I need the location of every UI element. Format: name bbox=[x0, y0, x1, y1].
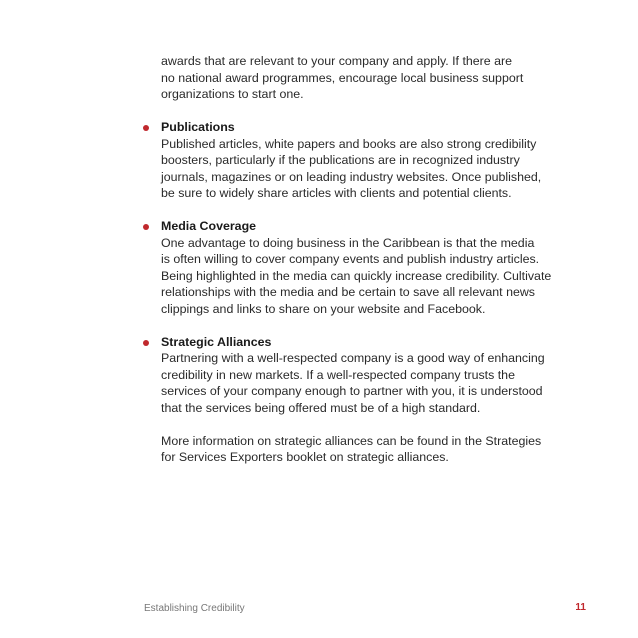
text-line: that the services being offered must be of a high standard. bbox=[161, 400, 481, 415]
text-line: clippings and links to share on your website and Facebook. bbox=[161, 301, 486, 316]
text-line: for Services Exporters booklet on strategic alliances. bbox=[161, 450, 449, 464]
text-line: credibility in new markets. If a well-respected company trusts the bbox=[161, 367, 515, 382]
text-line: no national award programmes, encourage local business support bbox=[161, 70, 524, 85]
page-number: 11 bbox=[575, 602, 586, 613]
section-publications bbox=[140, 119, 610, 202]
text-line: Published articles, white papers and books are also strong credibility bbox=[161, 136, 537, 151]
text-line: journals, magazines or on leading industry websites. Once published, bbox=[161, 169, 542, 184]
text-line: boosters, particularly if the publications are in recognized industry bbox=[161, 153, 520, 167]
footer-title: Establishing Credibility bbox=[144, 603, 245, 614]
text-line: organizations to start one. bbox=[161, 87, 304, 101]
text-line: Partnering with a well-respected company is a good way of enhancing bbox=[161, 351, 545, 365]
text-line: is often willing to cover company events and publish industry articles. bbox=[161, 252, 540, 266]
text-line: awards that are relevant to your company and apply. If there are bbox=[161, 54, 513, 68]
bullet-icon bbox=[143, 125, 149, 131]
section-strategic-alliances bbox=[140, 334, 610, 466]
body-content bbox=[140, 53, 610, 466]
bullet-icon bbox=[143, 224, 149, 230]
section-media-coverage bbox=[140, 218, 610, 317]
text-line: One advantage to doing business in the Caribbean is that the media bbox=[161, 235, 535, 250]
section-heading: Media Coverage bbox=[161, 219, 257, 233]
section-heading: Publications bbox=[161, 120, 235, 134]
text-line: relationships with the media and be certain to save all relevant news bbox=[161, 285, 535, 299]
text-line: services of your company enough to partner with you, it is understood bbox=[161, 384, 543, 398]
text-line: More information on strategic alliances can be found in the Strategies bbox=[161, 433, 542, 448]
intro-paragraph bbox=[140, 53, 610, 103]
bullet-icon bbox=[143, 340, 149, 346]
text-line: be sure to widely share articles with clients and potential clients. bbox=[161, 186, 512, 200]
text-line: Being highlighted in the media can quickly increase credibility. Cultivate bbox=[161, 268, 552, 283]
section-heading: Strategic Alliances bbox=[161, 334, 272, 349]
